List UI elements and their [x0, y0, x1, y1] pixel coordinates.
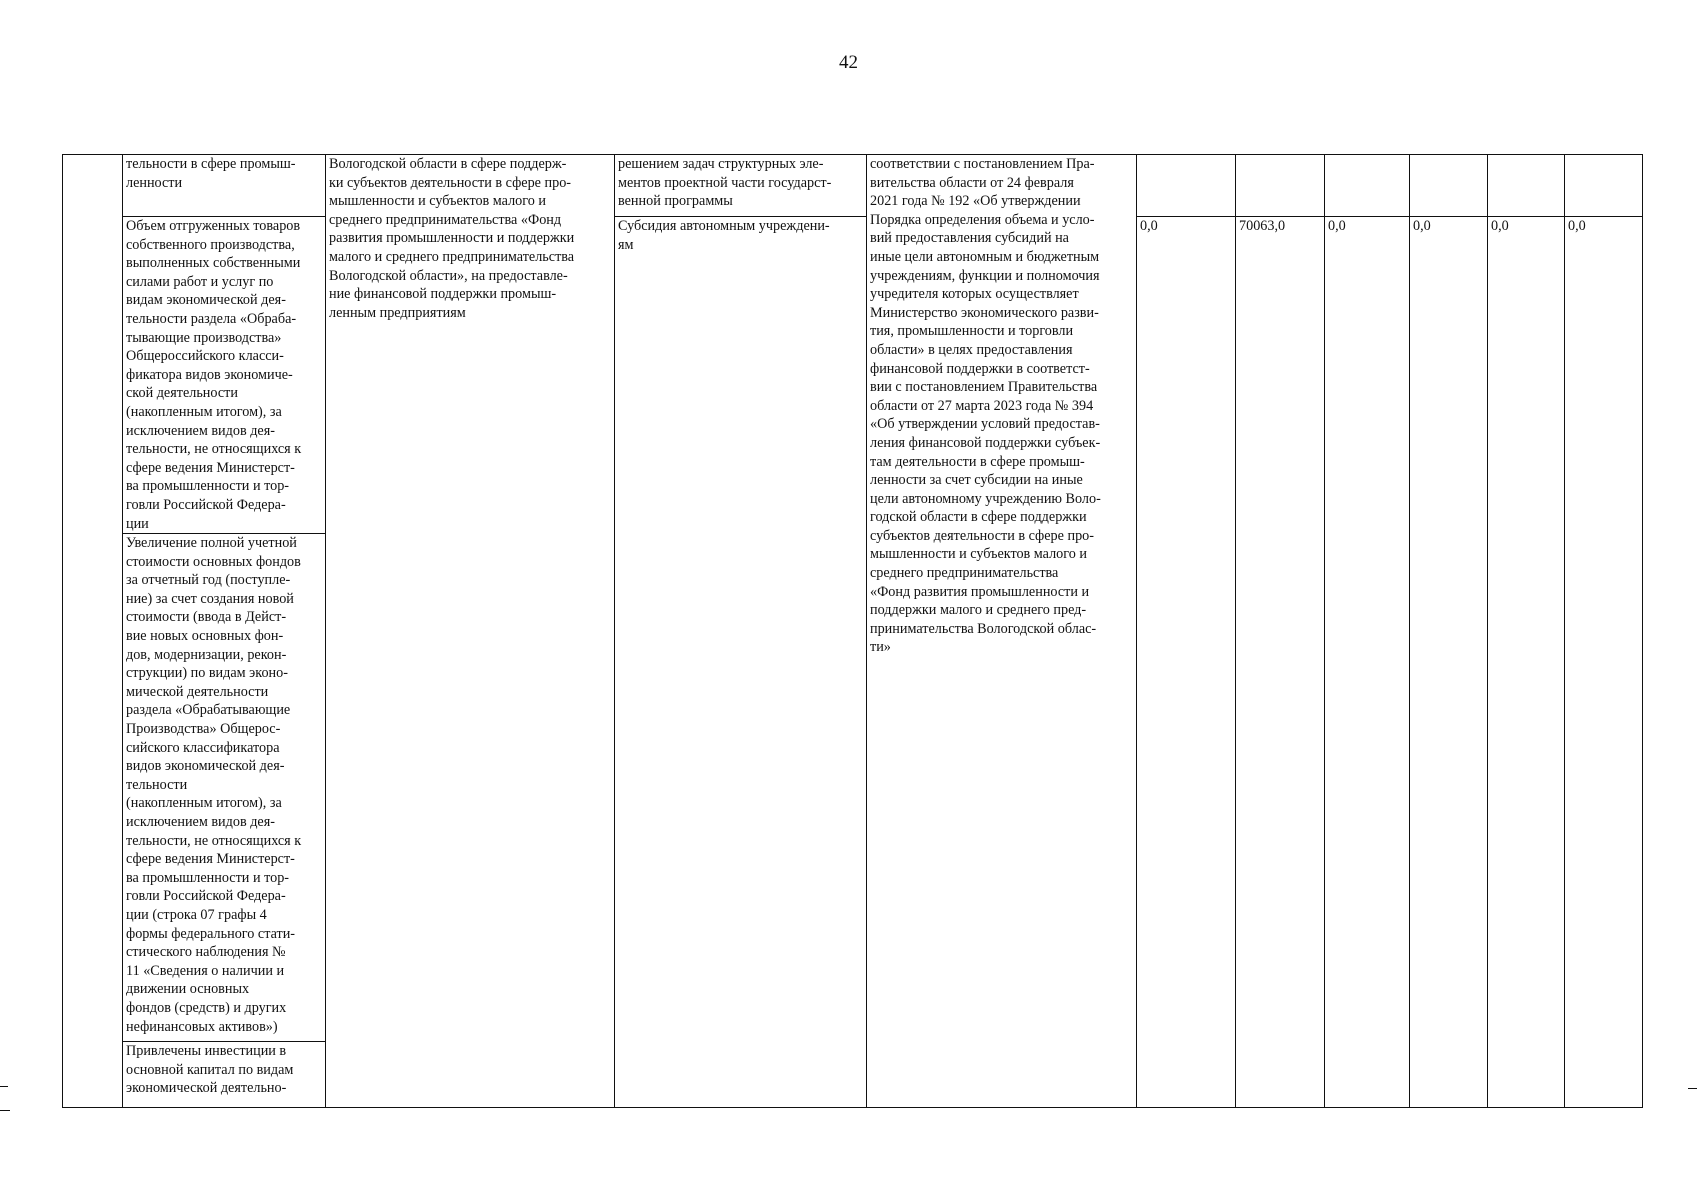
table-cell-empty: [1565, 155, 1643, 217]
program-table: [62, 154, 1643, 1108]
table-cell-empty: [1410, 155, 1488, 217]
edge-mark: [0, 1086, 8, 1087]
table-cell-empty: [1236, 155, 1325, 217]
table-cell-indicator: Объем отгруженных товаров собственного производства, выполненных собственными силами работ и услуг по видам экономической дея- тельности раздела «Обраба- тывающие производства» Общероссийского класси- фикатора видов экономиче- ской деятельности (накопленным итогом), за исключением видов дея- тельности, не относящихся к сфере ведения Министерст- ва промышленности и тор- говли Российской Федера- ции: [123, 217, 326, 534]
table-cell-value: 0,0: [1410, 217, 1488, 1108]
table-cell-value: 0,0: [1488, 217, 1565, 1108]
edge-mark: [0, 1110, 10, 1111]
page-number: 42: [839, 52, 858, 73]
table-cell-empty: [1137, 155, 1236, 217]
table-cell-indicator: Привлечены инвестиции в основной капитал по видам экономической деятельно-: [123, 1042, 326, 1108]
table-cell-empty: [1488, 155, 1565, 217]
table-row: [63, 217, 1643, 534]
table-cell-legal-basis: соответствии с постановлением Пра- вительства области от 24 февраля 2021 года № 192 «Об утверждении Порядка определения объема и усло- вий предоставления субсидий на иные цели автономным и бюджетным учреждениям, функции и полномочия учредителя которых осуществляет Министерство экономического разви- тия, промышленности и торговли области» в целях предоставления финансовой поддержки в соответст- вии с постановлением Правительства области от 27 марта 2023 года № 394 «Об утверждении условий предостав- ления финансовой поддержки субъек- там деятельности в сфере промыш- ленности за счет субсидии на иные цели автономному учреждению Воло- годской области в сфере поддержки субъектов деятельности в сфере про- мышленности и субъектов малого и среднего предпринимательства «Фонд развития промышленности и поддержки малого и среднего пред- принимательства Вологодской облас- ти»: [867, 155, 1137, 1108]
table-cell-indicator: Увеличение полной учетной стоимости основных фондов за отчетный год (поступле- ние) за счет создания новой стоимости (ввода в Дейст- вие новых основных фон- дов, модернизации, рекон- струкции) по видам эконо- мической деятельности раздела «Обрабатывающие Производства» Общерос- сийского классификатора видов экономической дея- тельности (накопленным итогом), за исключением видов дея- тельности, не относящихся к сфере ведения Министерст- ва промышленности и тор- говли Российской Федера- ции (строка 07 графы 4 формы федерального стати- стического наблюдения № 11 «Сведения о наличии и движении основных фондов (средств) и других нефинансовых активов»): [123, 534, 326, 1042]
table-row: [63, 155, 1643, 217]
table-cell-number: [63, 155, 123, 1108]
table-cell-value: 70063,0: [1236, 217, 1325, 1108]
table-cell-subsidy-type: Субсидия автономным учреждени- ям: [615, 217, 867, 1108]
edge-mark: [1688, 1088, 1697, 1089]
table-cell-link-to-tasks: решением задач структурных эле- ментов проектной части государст- венной программы: [615, 155, 867, 217]
table-cell-value: 0,0: [1137, 217, 1236, 1108]
table-cell-empty: [1325, 155, 1410, 217]
table-cell-value: 0,0: [1565, 217, 1643, 1108]
table-cell-value: 0,0: [1325, 217, 1410, 1108]
table-cell-goal-continuation: тельности в сфере промыш- ленности: [123, 155, 326, 217]
table-cell-event-description: Вологодской области в сфере поддерж- ки субъектов деятельности в сфере про- мышленности и субъектов малого и среднего предпринимательства «Фонд развития промышленности и поддержки малого и среднего предпринимательства Вологодской области», на предоставле- ние финансовой поддержки промыш- ленным предприятиям: [326, 155, 615, 1108]
